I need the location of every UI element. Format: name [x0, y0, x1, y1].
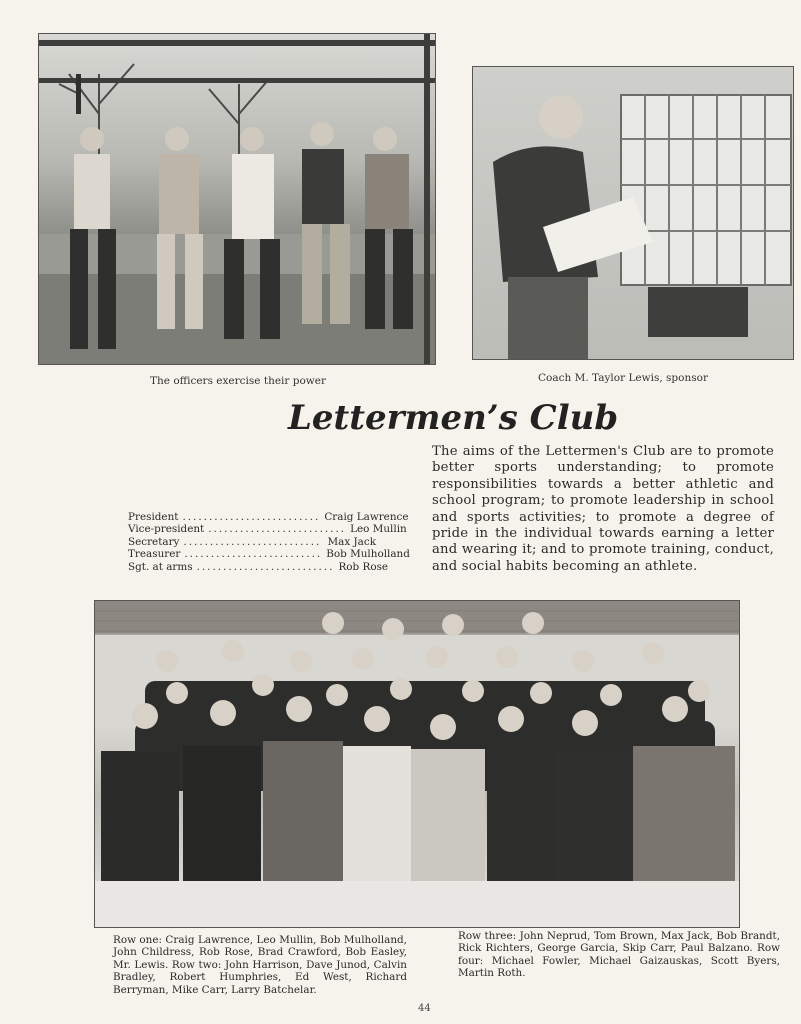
- officers-photo-caption: The officers exercise their power: [150, 375, 327, 387]
- officer-row: [128, 560, 389, 573]
- group-photo-art: [95, 601, 739, 927]
- club-aims-paragraph: The aims of the Lettermen's Club are to promote better sports understanding; to promote responsibilities towards a better athletic and school program; to promote leadership in school and sports activities; to promote a degree of pride in the individual towards earning a letter and wearing it; and to promote training, conduct, and social habits becoming an athlete.: [432, 444, 774, 574]
- officer-name: Bob Mulholland: [326, 548, 410, 561]
- officer-row: [128, 536, 376, 548]
- group-photo: [94, 600, 740, 928]
- officer-role: President: [128, 511, 179, 523]
- officer-row: [128, 548, 410, 561]
- roster-left: Row one: Craig Lawrence, Leo Mullin, Bob Mulholland, John Childress, Rob Rose, Brad Crawford, Bob Easley, Mr. Lewis. Row two: John Harrison, Dave Junod, Calvin Bradley, Robert Humphries, Ed West, Richard Berryman, Mike Carr, Larry Batchelar.: [113, 934, 407, 996]
- officer-name: Craig Lawrence: [324, 511, 409, 523]
- page-number: 44: [418, 1003, 431, 1014]
- dot-leader: ..........................: [184, 548, 323, 561]
- officers-photo: [38, 33, 436, 365]
- dot-leader: ..........................: [182, 511, 321, 523]
- officer-role: Sgt. at arms: [128, 560, 193, 573]
- roster-right: Row three: John Neprud, Tom Brown, Max Jack, Bob Brandt, Rick Richters, George Garcia, Skip Carr, Paul Balzano. Row four: Michael Fowler, Michael Gaizauskas, Scott Byers, Martin Roth.: [458, 930, 780, 980]
- officer-name: Max Jack: [327, 535, 376, 548]
- dot-leader: ..........................: [183, 535, 322, 548]
- officer-role: Vice-president: [128, 523, 205, 536]
- officers-list: [128, 511, 410, 573]
- officer-name: Rob Rose: [338, 560, 389, 573]
- coach-photo: [472, 66, 794, 360]
- officer-row: [128, 511, 409, 523]
- officer-role: Treasurer: [128, 548, 181, 561]
- officer-row: [128, 523, 407, 536]
- officer-role: Secretary: [128, 535, 180, 548]
- officer-name: Leo Mullin: [350, 523, 407, 536]
- dot-leader: ..........................: [196, 560, 335, 573]
- officers-photo-art: [39, 34, 435, 364]
- coach-photo-art: [473, 67, 793, 359]
- coach-photo-caption: Coach M. Taylor Lewis, sponsor: [538, 372, 708, 384]
- page-title: Lettermen’s Club: [288, 398, 619, 438]
- dot-leader: ..........................: [208, 523, 347, 536]
